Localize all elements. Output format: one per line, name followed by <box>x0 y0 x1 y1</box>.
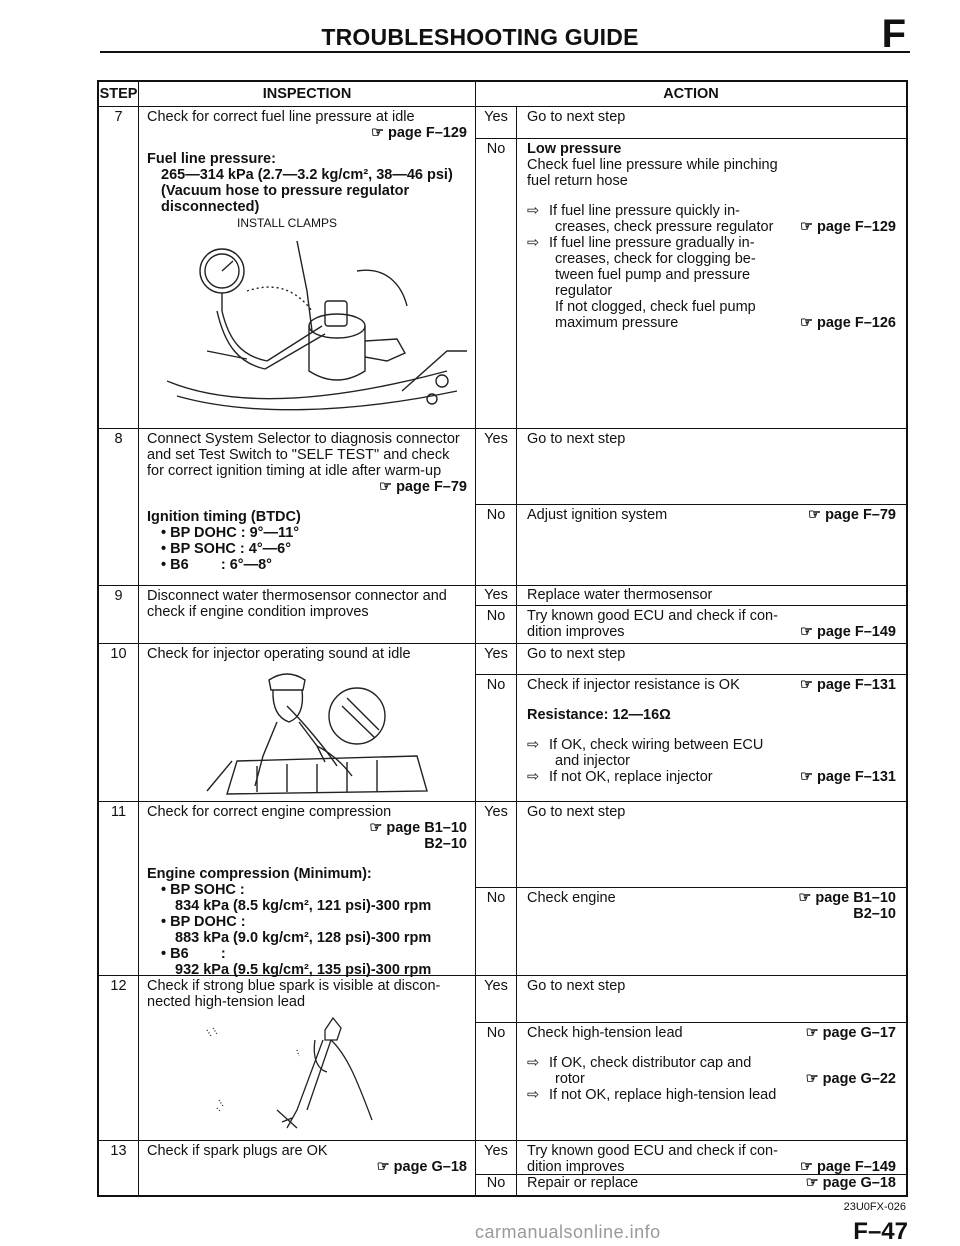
action-line: Check engine ☞ page B1–10 <box>527 890 896 906</box>
action-line: maximum pressure ☞ page F–126 <box>555 315 896 331</box>
yes-action: Go to next step <box>527 646 626 662</box>
inspection-cell <box>139 976 476 1140</box>
inspection-text: Check for correct fuel line pressure at idle <box>147 109 415 125</box>
inspection-ref: ☞ page F–129 <box>370 125 467 141</box>
yes-action: Go to next step <box>527 109 626 125</box>
spec-line: 932 kPa (9.5 kg/cm², 135 psi)-300 rpm <box>175 962 432 978</box>
inspection-cell <box>139 1141 476 1195</box>
arrow-right-icon: ⇨ <box>527 203 540 219</box>
arrow-right-icon: ⇨ <box>527 1087 540 1103</box>
no-label: No <box>476 888 517 975</box>
action-line: regulator <box>555 283 613 299</box>
inspection-text: check if engine condition improves <box>147 604 369 620</box>
yes-no-column <box>476 976 906 1140</box>
inspection-ref: ☞ page F–79 <box>379 479 467 495</box>
arrow-right-icon: ⇨ <box>527 1055 540 1071</box>
step-number: 13 <box>99 1141 139 1195</box>
inspection-text: Check if spark plugs are OK <box>147 1143 328 1159</box>
spec-line: • BP SOHC : 4°—6° <box>161 541 292 557</box>
inspection-text: Check for correct engine compression <box>147 804 392 820</box>
yes-no-column <box>476 107 906 428</box>
ref-icon: ☞ <box>808 507 822 523</box>
ref-icon: ☞ <box>798 890 812 906</box>
action-line: dition improves ☞ page F–149 <box>527 624 896 640</box>
table-header-row <box>99 82 906 107</box>
inspection-text: and set Test Switch to "SELF TEST" and check <box>147 447 450 463</box>
yes-row <box>476 976 906 1023</box>
table-row-step-9 <box>99 586 906 644</box>
step-number: 11 <box>99 802 139 975</box>
action-line: fuel return hose <box>527 173 628 189</box>
inspection-text: Check for injector operating sound at idle <box>147 646 411 662</box>
yes-row <box>476 429 906 505</box>
step-number: 12 <box>99 976 139 1140</box>
action-line: Check if injector resistance is OK ☞ page F–131 <box>527 677 896 693</box>
figure-label: INSTALL CLAMPS <box>237 216 338 230</box>
table-row-step-7 <box>99 107 906 429</box>
action-line: B2–10 <box>853 906 896 922</box>
yes-label: Yes <box>476 107 517 138</box>
table-row-step-10 <box>99 644 906 802</box>
fuel-pressure-gauge-illustration <box>147 231 467 421</box>
inspection-ref: B2–10 <box>424 836 467 852</box>
action-line: ⇨ If fuel line pressure quickly in- <box>527 203 740 219</box>
no-label: No <box>476 139 517 428</box>
spec-line: 883 kPa (9.0 kg/cm², 128 psi)-300 rpm <box>175 930 432 946</box>
ref-icon: ☞ <box>799 624 813 640</box>
inspection-text: Check if strong blue spark is visible at discon- <box>147 978 441 994</box>
inspection-cell <box>139 586 476 643</box>
inspection-cell <box>139 429 476 585</box>
action-line: and injector <box>555 753 630 769</box>
action-line: ⇨ If OK, check distributor cap and <box>527 1055 752 1071</box>
section-letter: F <box>881 12 906 56</box>
yes-no-column <box>476 644 906 801</box>
action-line: Check high-tension lead ☞ page G–17 <box>527 1025 896 1041</box>
inspection-text: for correct ignition timing at idle after warm-up <box>147 463 442 479</box>
no-label: No <box>476 675 517 801</box>
no-action <box>517 505 906 585</box>
yes-label: Yes <box>476 802 517 887</box>
yes-no-column <box>476 1141 906 1195</box>
no-row <box>476 675 906 801</box>
no-action <box>517 1023 906 1140</box>
spark-test-illustration <box>147 1010 467 1135</box>
action-line: ⇨ If not OK, replace injector ☞ page F–131 <box>527 769 896 785</box>
no-action <box>517 606 906 643</box>
spec-title: Fuel line pressure: <box>147 151 276 167</box>
yes-action: Try known good ECU and check if con- dition improves ☞ page F–149 <box>527 1143 896 1175</box>
no-label: No <box>476 1175 517 1195</box>
yes-label: Yes <box>476 1141 517 1174</box>
action-line: ⇨ If not OK, replace high-tension lead <box>527 1087 777 1103</box>
action-line: ⇨ If fuel line pressure gradually in- <box>527 235 755 251</box>
action-line: Check fuel line pressure while pinching <box>527 157 778 173</box>
yes-label: Yes <box>476 976 517 1022</box>
inspection-cell <box>139 107 476 428</box>
yes-row <box>476 107 906 139</box>
ref-icon: ☞ <box>799 677 813 693</box>
no-action <box>517 675 906 801</box>
arrow-right-icon: ⇨ <box>527 769 540 785</box>
yes-no-column <box>476 429 906 585</box>
yes-label: Yes <box>476 586 517 605</box>
no-row <box>476 505 906 585</box>
yes-row <box>476 644 906 675</box>
no-row <box>476 1023 906 1140</box>
yes-action: Go to next step <box>527 431 626 447</box>
action-line: creases, check pressure regulator ☞ page F–129 <box>555 219 896 235</box>
action-line: If not clogged, check fuel pump <box>555 299 756 315</box>
arrow-right-icon: ⇨ <box>527 235 540 251</box>
ref-icon: ☞ <box>369 820 383 836</box>
spec-line: disconnected) <box>161 199 260 215</box>
no-action <box>517 139 906 428</box>
resistance-spec: Resistance: 12—16Ω <box>527 707 671 723</box>
yes-no-column <box>476 586 906 643</box>
no-row <box>476 1175 906 1195</box>
table-row-step-13 <box>99 1141 906 1195</box>
action-line: tween fuel pump and pressure <box>555 267 751 283</box>
spec-line: • BP DOHC : 9°—11° <box>161 525 300 541</box>
inspection-text: nected high-tension lead <box>147 994 306 1010</box>
no-label: No <box>476 505 517 585</box>
spec-line: • B6 : <box>161 946 226 962</box>
no-label: No <box>476 1023 517 1140</box>
action-line: Adjust ignition system ☞ page F–79 <box>527 507 896 523</box>
spec-line: • BP DOHC : <box>161 914 246 930</box>
action-line: Try known good ECU and check if con- <box>527 608 778 624</box>
ref-icon: ☞ <box>805 1071 819 1087</box>
inspection-cell <box>139 644 476 801</box>
spec-title: Ignition timing (BTDC) <box>147 509 301 525</box>
step-number: 8 <box>99 429 139 585</box>
stethoscope-injector-illustration <box>147 666 467 796</box>
spec-line: 834 kPa (8.5 kg/cm², 121 psi)-300 rpm <box>175 898 432 914</box>
no-action: Repair or replace ☞ page G–18 <box>527 1175 896 1191</box>
action-line: ⇨ If OK, check wiring between ECU <box>527 737 764 753</box>
step-number: 7 <box>99 107 139 428</box>
ref-icon: ☞ <box>805 1175 819 1191</box>
step-number: 10 <box>99 644 139 801</box>
ref-icon: ☞ <box>376 1159 390 1175</box>
header-rule <box>100 51 910 53</box>
no-row <box>476 139 906 428</box>
yes-action: Replace water thermosensor <box>527 587 713 603</box>
ref-icon: ☞ <box>799 769 813 785</box>
spec-title: Engine compression (Minimum): <box>147 866 372 882</box>
inspection-cell <box>139 802 476 978</box>
ref-icon: ☞ <box>799 219 813 235</box>
yes-row <box>476 1141 906 1175</box>
step-number: 9 <box>99 586 139 643</box>
page-number: F–47 <box>853 1218 908 1245</box>
header-step: STEP <box>99 82 139 106</box>
ref-icon: ☞ <box>799 1159 813 1175</box>
yes-no-column <box>476 802 906 975</box>
yes-row <box>476 802 906 888</box>
table-row-step-12 <box>99 976 906 1141</box>
yes-label: Yes <box>476 429 517 504</box>
spec-line: 265—314 kPa (2.7—3.2 kg/cm², 38—46 psi) <box>161 167 453 183</box>
inspection-text: Disconnect water thermosensor connector and <box>147 588 447 604</box>
no-row <box>476 888 906 975</box>
arrow-right-icon: ⇨ <box>527 737 540 753</box>
ref-icon: ☞ <box>799 315 813 331</box>
figure-code: 23U0FX-026 <box>843 1201 906 1213</box>
no-label: No <box>476 606 517 643</box>
inspection-text: Connect System Selector to diagnosis connector <box>147 431 460 447</box>
inspection-ref: ☞ page G–18 <box>376 1159 467 1175</box>
inspection-ref: ☞ page B1–10 <box>369 820 467 836</box>
header-inspection: INSPECTION <box>139 82 476 106</box>
yes-row <box>476 586 906 606</box>
watermark: carmanualsonline.info <box>475 1222 661 1242</box>
ref-icon: ☞ <box>379 479 393 495</box>
action-line: rotor ☞ page G–22 <box>555 1071 896 1087</box>
spec-line: • BP SOHC : <box>161 882 245 898</box>
yes-label: Yes <box>476 644 517 674</box>
spec-line: (Vacuum hose to pressure regulator <box>161 183 410 199</box>
spec-line: • B6 : 6°—8° <box>161 557 272 573</box>
ref-icon: ☞ <box>805 1025 819 1041</box>
no-row <box>476 606 906 643</box>
table-row-step-8 <box>99 429 906 586</box>
yes-action: Go to next step <box>527 978 626 994</box>
yes-action: Go to next step <box>527 804 626 820</box>
no-action <box>517 888 906 975</box>
no-title: Low pressure <box>527 141 622 157</box>
troubleshooting-table <box>97 80 908 1197</box>
page-title: TROUBLESHOOTING GUIDE <box>321 24 639 50</box>
ref-icon: ☞ <box>370 125 384 141</box>
action-line: creases, check for clogging be- <box>555 251 756 267</box>
table-row-step-11 <box>99 802 906 976</box>
header-action: ACTION <box>663 86 719 102</box>
